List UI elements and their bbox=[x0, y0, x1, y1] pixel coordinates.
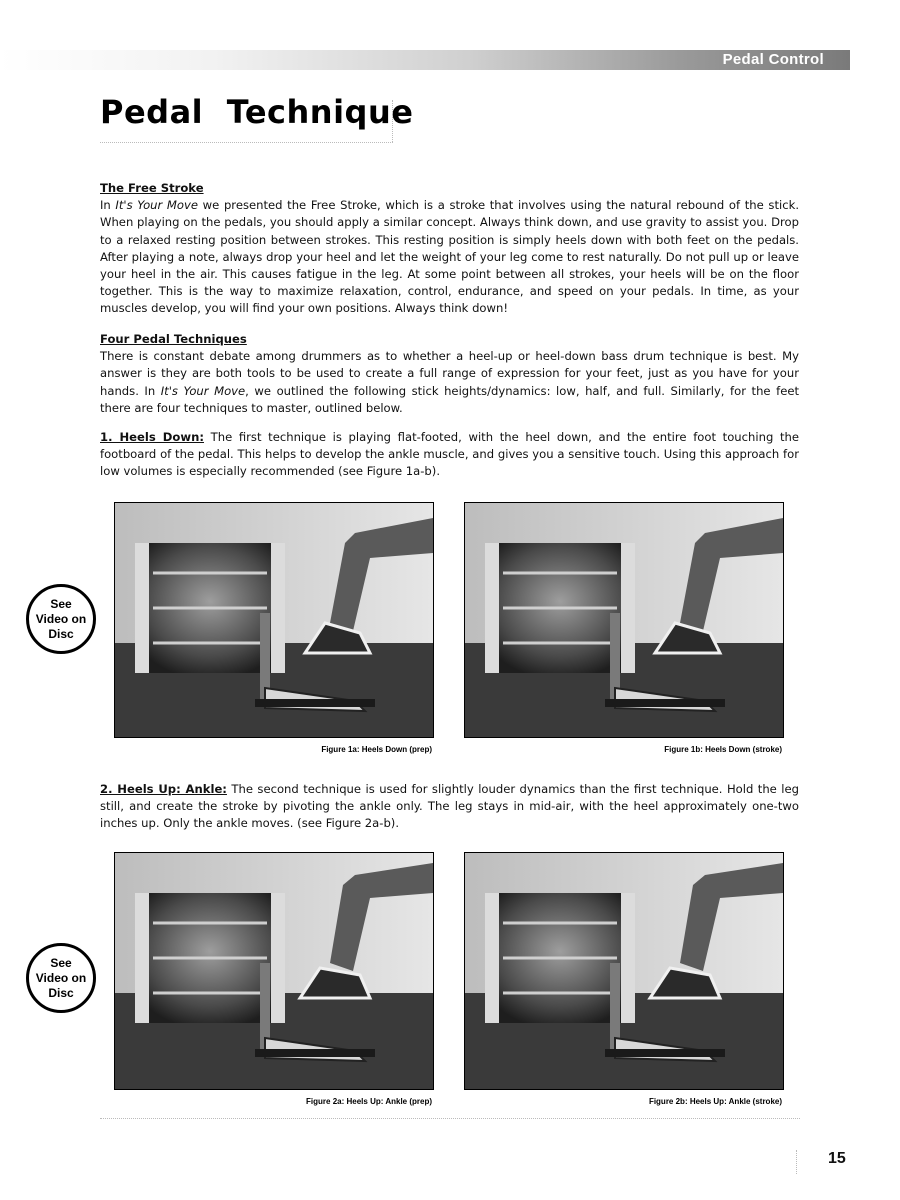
technique-2-text: The second technique is used for slightly louder dynamics than the first technique. Hold the leg still, and create the stroke by pivoting the ankle only. The leg stays in mid-air, with the heel approximately one-two inches up. Only the ankle moves. (see Figure 2a-b). bbox=[100, 782, 799, 831]
title-divider bbox=[392, 100, 393, 142]
free-stroke-paragraph bbox=[100, 197, 799, 317]
figure-2a-photo bbox=[114, 852, 434, 1090]
figure-1b-caption: Figure 1b: Heels Down (stroke) bbox=[664, 745, 782, 754]
book-title-ref: It's Your Move bbox=[115, 198, 199, 213]
badge-line-2: Video on bbox=[35, 611, 87, 626]
page-number-divider bbox=[796, 1150, 797, 1174]
four-techniques-heading: Four Pedal Techniques bbox=[100, 332, 247, 346]
see-video-badge[interactable] bbox=[26, 943, 96, 1013]
technique-1-text: The first technique is playing flat-footed, with the heel down, and the entire foot touching the footboard of the pedal. This helps to develop the ankle muscle, and gives you a sensitive touch. Using this approach for low volumes is especially recommended (see Figure 1a-b). bbox=[100, 430, 799, 479]
free-stroke-text-1: In bbox=[100, 198, 116, 213]
book-title-ref: It's Your Move bbox=[160, 383, 246, 398]
technique-1-paragraph bbox=[100, 429, 799, 481]
figure-1a-caption: Figure 1a: Heels Down (prep) bbox=[321, 745, 432, 754]
technique-2-label: 2. Heels Up: Ankle: bbox=[100, 782, 227, 796]
badge-line-3: Disc bbox=[48, 626, 74, 641]
free-stroke-section bbox=[100, 180, 799, 318]
figure-2b-photo bbox=[464, 852, 784, 1090]
badge-line-1: See bbox=[50, 955, 72, 970]
bottom-divider bbox=[100, 1118, 800, 1119]
free-stroke-heading: The Free Stroke bbox=[100, 181, 204, 195]
four-techniques-text-1: There is constant debate among drummers as to whether a heel-up or heel-down bass drum technique is best. My answer is they are both tools to be used to create a full range of expression for your feet, just as you have for your hands. In bbox=[100, 349, 799, 398]
figure-1a-photo bbox=[114, 502, 434, 738]
title-underline bbox=[100, 142, 393, 143]
section-header-title: Pedal Control bbox=[722, 51, 824, 68]
four-techniques-section bbox=[100, 331, 799, 417]
figure-2b-caption: Figure 2b: Heels Up: Ankle (stroke) bbox=[648, 1097, 782, 1106]
free-stroke-text-2: we presented the Free Stroke, which is a stroke that involves using the natural rebound of the stick. When playing on the pedals, you should apply a similar concept. Always think down, and use gravity to assist you. Drop to a relaxed resting position between strokes. This resting position is simply heels down with both feet on the pedals. After playing a note, always drop your heel and let the weight of your leg come to rest naturally. Do not pull up or leave your heel in the air. This causes fatigue in the leg. At some point between all strokes, your heels will be on the floor together. This is the way to maximize relaxation, control, endurance, and speed on your pedals. In time, as your muscles develop, you will find your own positions. Always think down! bbox=[100, 198, 800, 316]
badge-line-1: See bbox=[50, 596, 72, 611]
figure-1b-photo bbox=[464, 502, 784, 738]
four-techniques-text-2: , we outlined the following stick heights/dynamics: low, half, and full. Similarly, for the feet there are four techniques to master, outlined below. bbox=[100, 383, 800, 415]
page-title: Pedal Technique bbox=[100, 93, 414, 131]
badge-line-3: Disc bbox=[48, 985, 74, 1000]
see-video-badge[interactable] bbox=[26, 584, 96, 654]
figure-2a-caption: Figure 2a: Heels Up: Ankle (prep) bbox=[306, 1097, 432, 1106]
badge-line-2: Video on bbox=[35, 970, 87, 985]
four-techniques-paragraph bbox=[100, 348, 799, 417]
page-number: 15 bbox=[828, 1150, 846, 1167]
technique-2-paragraph bbox=[100, 781, 799, 833]
technique-1-label: 1. Heels Down: bbox=[100, 430, 204, 444]
